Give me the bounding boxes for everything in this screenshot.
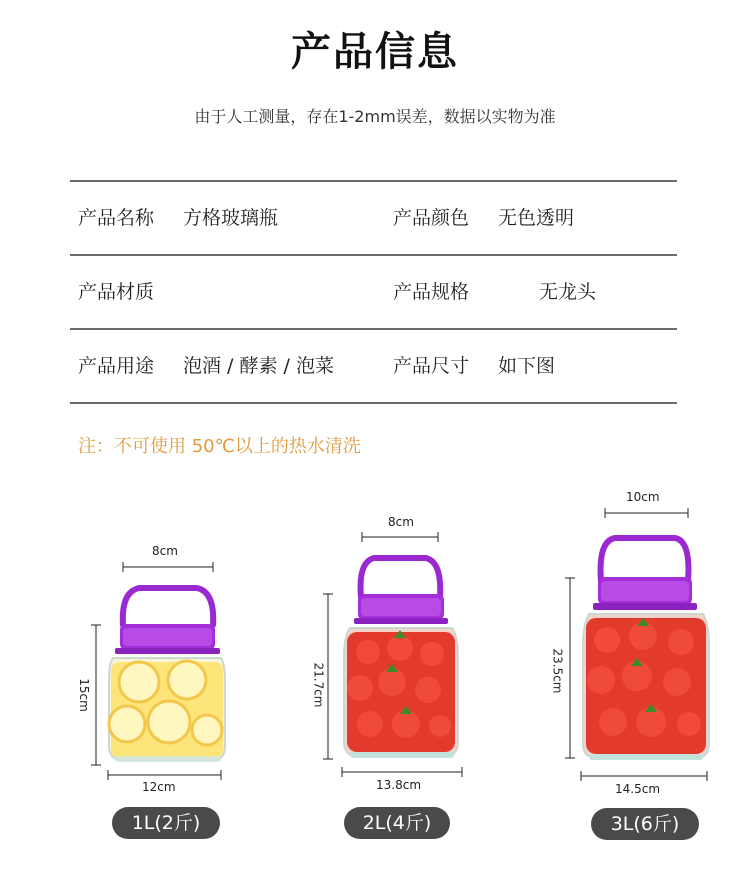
jar-3l-top-width: 10cm [626,490,660,504]
care-note: 注：不可使用 50℃以上的热水清洗 [78,436,361,457]
jar-2l [302,512,472,845]
spec-table [70,180,677,404]
spec-value-size: 如下图 [498,355,556,377]
spec-label-color: 产品颜色 [393,207,470,229]
spec-value-name: 方格玻璃瓶 [183,207,279,229]
jar-2l-bottom-width: 13.8cm [376,778,422,792]
jar-1l-bottom-width: 12cm [142,780,176,794]
jar-1l [75,540,245,845]
jar-3l-bottom-width: 14.5cm [615,782,661,796]
jar-1l-height: 15cm [76,678,91,712]
jar-2l-illustration [302,512,472,845]
spec-value-model: 无龙头 [539,281,597,303]
jar-3l-height: 23.5cm [550,648,565,694]
table-row [70,330,677,402]
spec-label-size: 产品尺寸 [393,355,470,377]
table-row [70,256,677,328]
spec-label-material: 产品材质 [78,281,155,303]
page-title: 产品信息 [291,29,459,75]
jar-1l-capacity-badge: 1L(2斤) [112,807,220,839]
page-subtitle: 由于人工测量，存在1-2mm误差，数据以实物为准 [194,107,556,126]
jar-2l-top-width: 8cm [388,515,414,529]
jar-1l-illustration [75,540,245,845]
spec-value-usage: 泡酒 / 酵素 / 泡菜 [183,355,334,377]
jar-2l-height: 21.7cm [311,662,326,708]
spec-label-usage: 产品用途 [78,355,155,377]
table-row [70,182,677,254]
spec-value-color: 无色透明 [498,207,575,229]
spec-label-model: 产品规格 [393,281,470,303]
jar-3l [543,486,733,846]
table-divider [70,402,677,404]
spec-label-name: 产品名称 [78,207,155,229]
jar-3l-capacity-badge: 3L(6斤) [591,808,699,840]
jar-2l-capacity-badge: 2L(4斤) [344,807,450,839]
jar-1l-top-width: 8cm [152,544,178,558]
